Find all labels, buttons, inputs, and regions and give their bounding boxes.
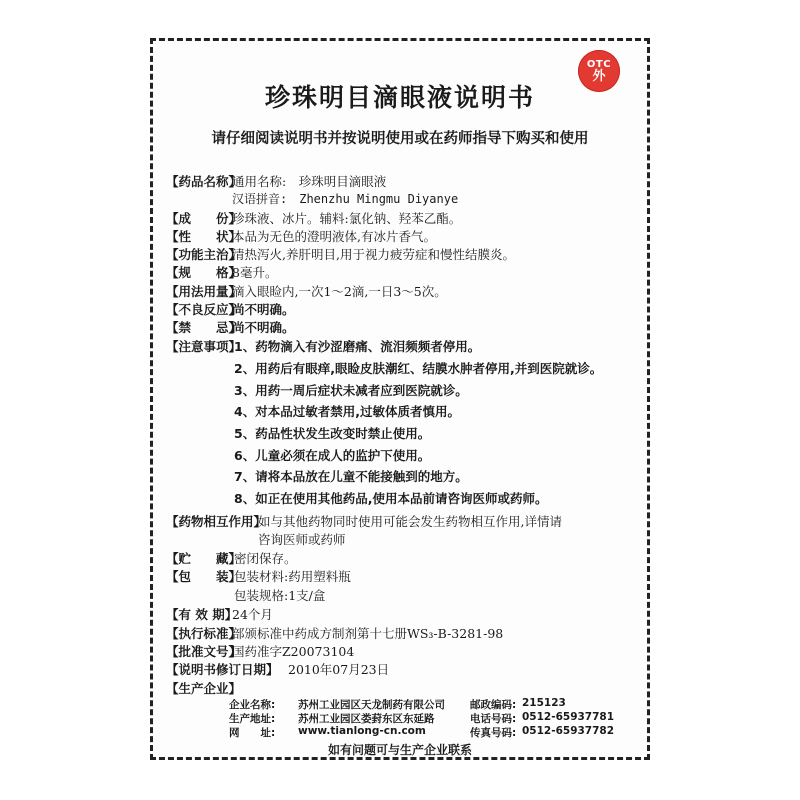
document-subtitle: 请仔细阅读说明书并按说明使用或在药师指导下购买和使用 (211, 131, 589, 147)
phone-value: 0512-65937781 (522, 711, 615, 723)
fax-label: 传真号码: (470, 727, 517, 739)
precaution-item: 5、药品性状发生改变时禁止使用。 (234, 426, 431, 441)
interactions-value-line2: 咨询医师或药师 (258, 532, 346, 547)
ingredients-value: 珍珠液、冰片。辅料:氯化钠、羟苯乙酯。 (232, 211, 462, 226)
contraindications-label: 【禁 忌】 (166, 320, 242, 335)
revision-label: 【说明书修订日期】 (166, 662, 279, 677)
storage-label: 【贮 藏】 (166, 551, 242, 566)
approval-value: 国药准字Z20073104 (232, 644, 355, 659)
precaution-item: 1、药物滴入有沙涩磨痛、流泪频频者停用。 (234, 339, 481, 354)
otc-category: 外 (592, 68, 606, 84)
package-size: 包装规格:1支/盒 (234, 588, 326, 603)
adverse-value: 尚不明确。 (232, 302, 295, 317)
pinyin-name: 汉语拼音: Zhenzhu Mingmu Diyanye (232, 192, 459, 206)
precaution-item: 6、儿童必须在成人的监护下使用。 (234, 448, 431, 463)
package-label: 【包 装】 (166, 569, 242, 584)
ingredients-label: 【成 份】 (166, 211, 242, 226)
interactions-value-line1: 如与其他药物同时使用可能会发生药物相互作用,详情请 (258, 514, 562, 529)
adverse-label: 【不良反应】 (166, 302, 242, 317)
indications-value: 清热泻火,养肝明目,用于视力疲劳症和慢性结膜炎。 (232, 247, 515, 262)
spec-value: 8毫升。 (232, 265, 278, 280)
generic-name: 通用名称: 珍珠明目滴眼液 (232, 174, 387, 189)
precaution-item: 8、如正在使用其他药品,使用本品前请咨询医师或药师。 (234, 491, 548, 506)
properties-label: 【性 状】 (166, 229, 242, 244)
package-material: 包装材料:药用塑料瓶 (234, 569, 351, 584)
storage-value: 密闭保存。 (234, 551, 297, 566)
dosage-value: 滴入眼睑内,一次1～2滴,一日3～5次。 (232, 284, 447, 299)
fax-value: 0512-65937782 (522, 725, 615, 737)
company-name-value: 苏州工业园区天龙制药有限公司 (298, 699, 445, 711)
spec-label: 【规 格】 (166, 265, 242, 280)
phone-label: 电话号码: (470, 713, 517, 725)
address-value: 苏州工业园区娄葑东区东延路 (298, 713, 435, 725)
company-name-label: 企业名称: (229, 699, 276, 711)
website-label: 网 址: (229, 727, 276, 739)
validity-label: 【有 效 期】 (166, 607, 238, 622)
revision-value: 2010年07月23日 (288, 662, 390, 677)
dosage-label: 【用法用量】 (166, 284, 242, 299)
address-label: 生产地址: (229, 713, 276, 725)
indications-label: 【功能主治】 (166, 247, 242, 262)
interactions-label: 【药物相互作用】 (166, 514, 267, 529)
approval-label: 【批准文号】 (166, 644, 242, 659)
precaution-item: 3、用药一周后症状未减者应到医院就诊。 (234, 383, 468, 398)
manufacturer-label: 【生产企业】 (166, 681, 242, 696)
validity-value: 24个月 (232, 607, 273, 622)
otc-label: OTC (586, 58, 612, 70)
drug-name-label: 【药品名称】 (166, 174, 242, 189)
postcode-value: 215123 (522, 697, 566, 709)
standard-value: 部颁标准中药成方制剂第十七册WS₃-B-3281-98 (232, 626, 504, 641)
precaution-item: 4、对本品过敏者禁用,过敏体质者慎用。 (234, 404, 460, 419)
precautions-label: 【注意事项】 (166, 339, 242, 354)
contact-note: 如有问题可与生产企业联系 (327, 743, 472, 757)
standard-label: 【执行标准】 (166, 626, 242, 641)
precaution-item: 7、请将本品放在儿童不能接触到的地方。 (234, 469, 468, 484)
postcode-label: 邮政编码: (470, 699, 517, 711)
website-value: www.tianlong-cn.com (298, 725, 426, 737)
document-title: 珍珠明目滴眼液说明书 (264, 83, 535, 112)
precaution-item: 2、用药后有眼痒,眼睑皮肤潮红、结膜水肿者停用,并到医院就诊。 (234, 361, 603, 376)
properties-value: 本品为无色的澄明液体,有冰片香气。 (232, 229, 436, 244)
contraindications-value: 尚不明确。 (232, 320, 295, 335)
